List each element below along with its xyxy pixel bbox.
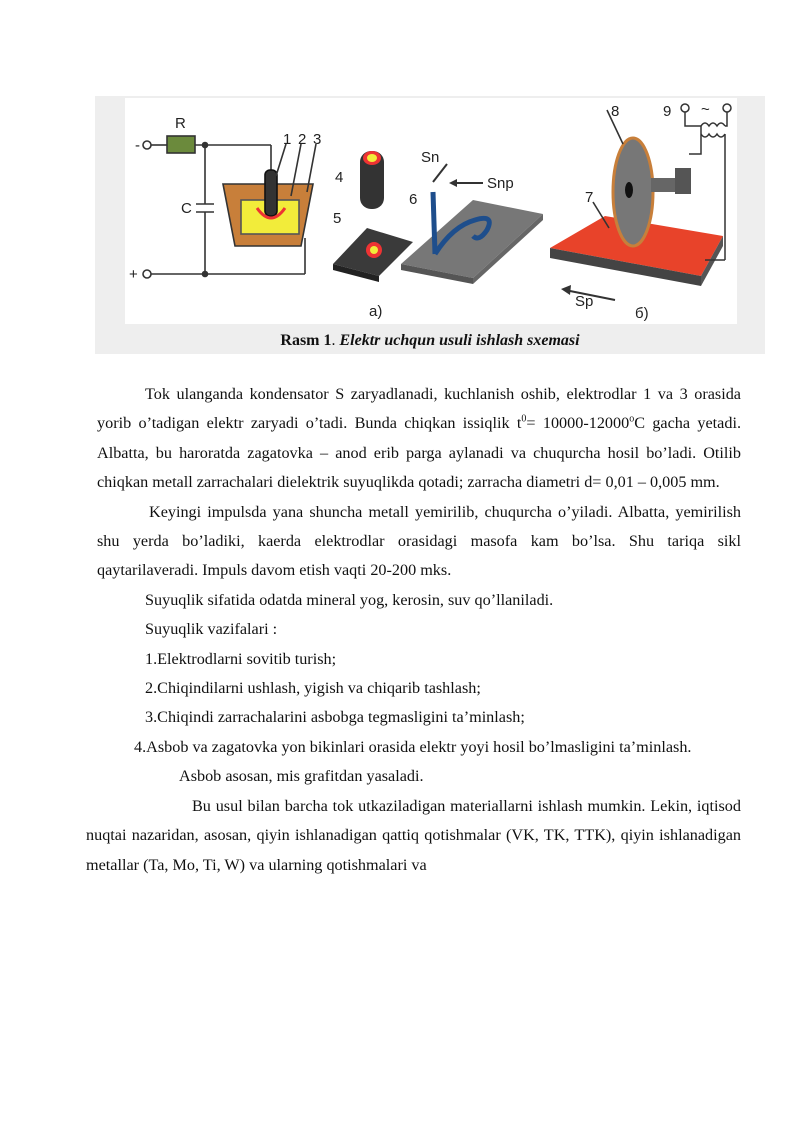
figure-caption	[95, 332, 765, 350]
list-item-4: 4.Asbob va zagatovka yon bikinlari orasida elektr yoyi hosil bo’lmasligini ta’minlash.	[134, 737, 692, 756]
label-7: 7	[585, 189, 594, 206]
list-item-2: 2.Chiqindilarni ushlash, yigish va chiqarib tashlash;	[145, 679, 481, 698]
paragraph-1-part-b: = 10000-12000	[526, 414, 630, 433]
paragraph-6: Bu usul bilan barcha tok utkaziladigan materiallarni ishlash mumkin. Lekin, iqtisod nuqtai nazaridan, asosan, qiyin ishlanadigan qattiq qotishmalar (VK, TK, TTK), qiyin ishlanadigan metallar (Ta, Mo, Ti, W) va ularning qotishmalari va	[86, 796, 741, 874]
label-2: 2	[298, 131, 307, 148]
minus-label: -	[135, 137, 140, 154]
part-a-label: а)	[369, 303, 383, 320]
paragraph-5: Asbob asosan, mis grafitdan yasaladi.	[179, 767, 424, 786]
paragraph-1-part-c: C gacha yetadi. Albatta, bu haroratda zagatovka – anod erib parga aylanadi va chuqurcha hosil bo’ladi. Otilib chiqkan metall zarrachalari dielektrik suyuqlikda qotadi; zarracha diametri d= 0,01 – 0,005 mm.	[97, 414, 741, 492]
paragraph-4: Suyuqlik vazifalari :	[145, 620, 278, 639]
sp-label: Sp	[575, 293, 594, 310]
label-6: 6	[409, 191, 418, 208]
ac-source-label: ~	[701, 101, 710, 118]
snp-label: Snp	[487, 175, 514, 192]
label-1: 1	[283, 131, 292, 148]
temperature-superscript: 0	[521, 414, 527, 426]
plus-label: +	[129, 266, 138, 283]
paragraph-2: Keyingi impulsda yana shuncha metall yemirilib, chuqurcha o’yiladi. Albatta, yemirilish shu yerda bo’ladiki, kaerda elektrodlar orasidagi masofa kam bo’lsa. Shu tariqa sikl qaytarilaveradi. Impuls davom etish vaqti 20-200 mks.	[97, 502, 741, 580]
resistor-label: R	[175, 115, 186, 132]
label-8: 8	[611, 103, 620, 120]
edm-scheme-diagram	[95, 96, 765, 332]
caption-title: Elektr uchqun usuli ishlash sxemasi	[339, 332, 580, 349]
caption-label: Rasm 1	[280, 332, 332, 349]
capacitor-label: C	[181, 200, 192, 217]
label-4: 4	[335, 169, 344, 186]
label-9: 9	[663, 103, 672, 120]
paragraph-3: Suyuqlik sifatida odatda mineral yog, kerosin, suv qo’llaniladi.	[145, 590, 554, 609]
paragraph-1	[97, 380, 741, 498]
label-5: 5	[333, 210, 342, 227]
list-item-1: 1.Elektrodlarni sovitib turish;	[145, 649, 337, 668]
body-text	[86, 380, 741, 880]
paragraph-1-part-a: Tok ulanganda kondensator S zaryadlanadi, kuchlanish oshib, elektrodlar 1 va 3 orasida yorib o’tadigan elektr zaryadi o’tadi. Bunda chiqkan issiqlik t	[97, 385, 741, 433]
label-3: 3	[313, 131, 322, 148]
figure	[95, 96, 765, 354]
degree-superscript: o	[629, 414, 635, 426]
part-b-label: б)	[635, 305, 649, 322]
list-item-3: 3.Chiqindi zarrachalarini asbobga tegmasligini ta’minlash;	[145, 708, 525, 727]
caption-separator: .	[331, 332, 336, 349]
sn-label: Sn	[421, 149, 440, 166]
